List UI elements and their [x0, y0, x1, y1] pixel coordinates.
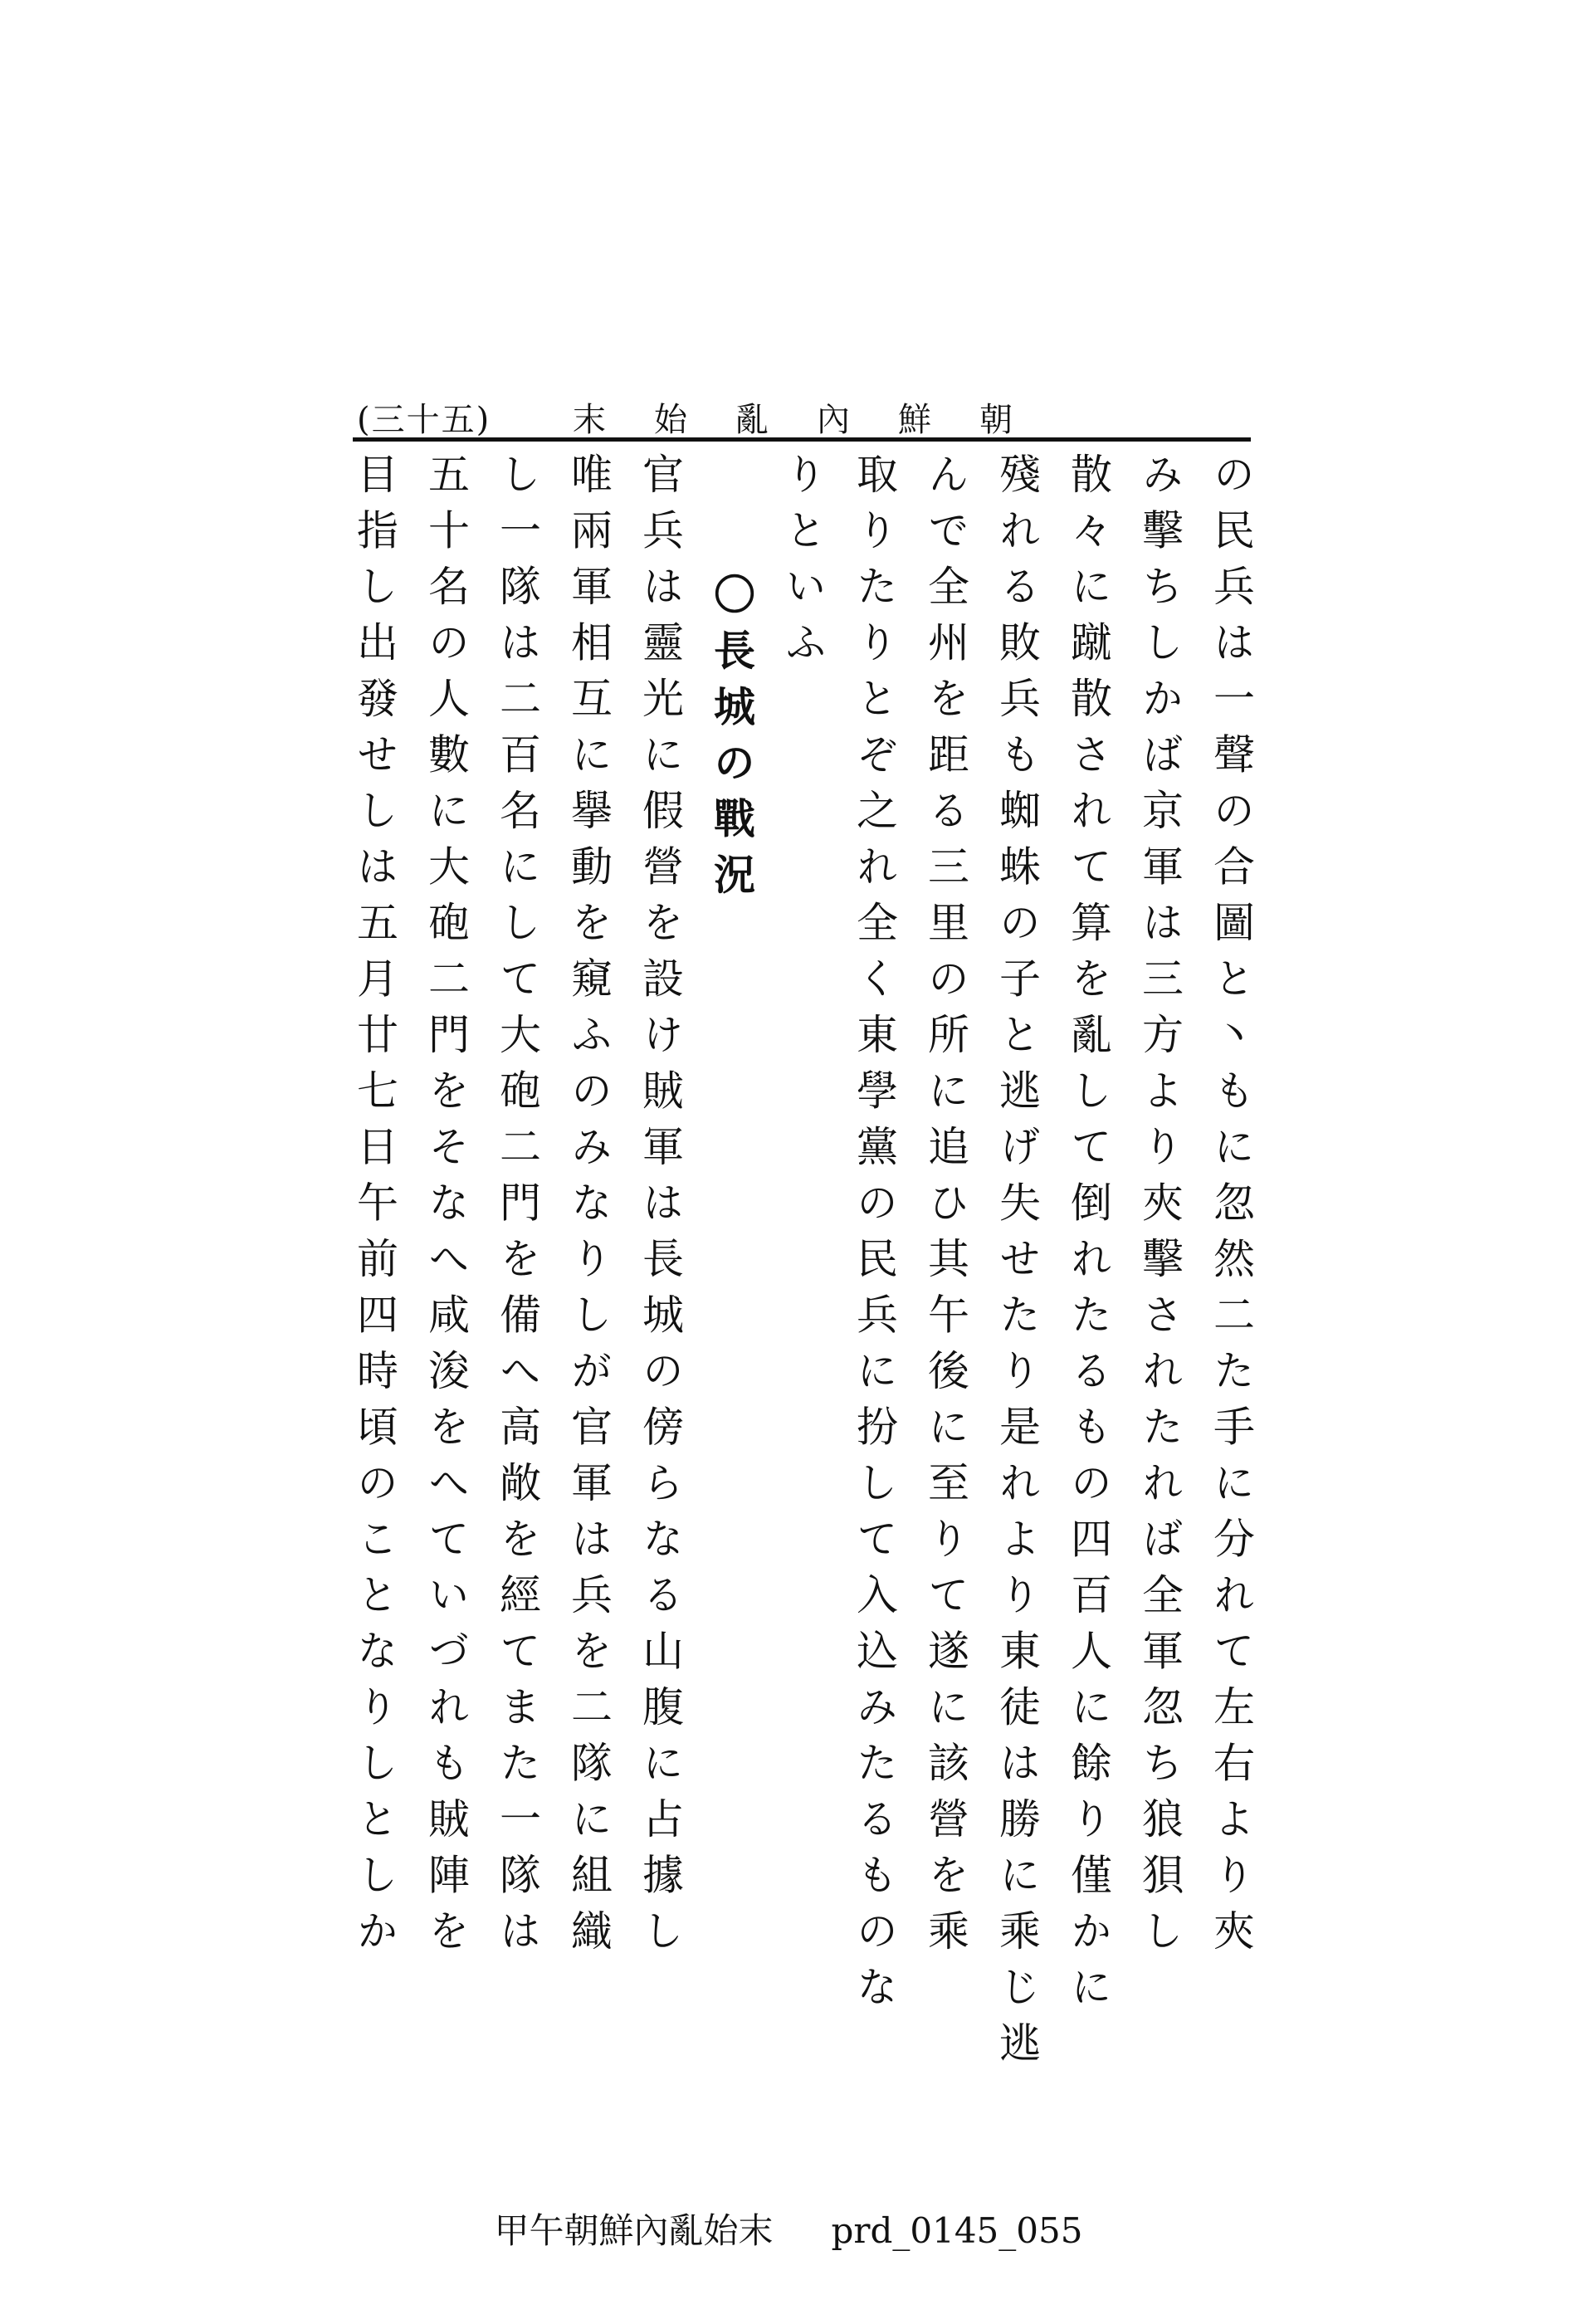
- running-title: 朝鮮內亂始末: [573, 401, 1061, 439]
- text-column: の民兵は一聲の合圖と丶もに忽然二た手に分れて左右より夾: [1207, 452, 1255, 1965]
- image-caption: [0, 2204, 1577, 2253]
- text-column: 官兵は靈光に假營を設け賊軍は長城の傍らなる山腹に占據し: [636, 452, 684, 1965]
- running-header: [349, 390, 1245, 440]
- text-column: 五十名の人數に大砲二門をそなへ咸浚をへていづれも賊陣を: [422, 452, 470, 1965]
- text-column: 殘れる敗兵も蜘蛛の子と逃げ失せたり是れより東徒は勝に乘じ逃: [993, 452, 1041, 2077]
- page-number: (三十五): [357, 401, 491, 439]
- header-rule: [353, 437, 1251, 442]
- text-column: し一隊は二百名にして大砲二門を備へ高敞を經てまた一隊は: [493, 452, 541, 1965]
- text-column: 目指し出發せしは五月廿七日午前四時頃のことなりしとしか: [350, 452, 398, 1965]
- collection-title: 甲午朝鮮內亂始末: [494, 2210, 774, 2251]
- text-column: 散々に蹴散されて算を亂して倒れたるもの四百人に餘り僅かに: [1064, 452, 1112, 2021]
- vertical-text-body: [320, 452, 1257, 2077]
- text-column: 取りたりとぞ之れ全く東學黨の民兵に扮して入込みたるものな: [850, 452, 898, 2021]
- image-id: prd_0145_055: [831, 2210, 1083, 2251]
- text-column: んで全州を距る三里の所に追ひ其午後に至りて遂に該營を乘: [921, 452, 969, 1965]
- text-column: 唯兩軍相互に擧動を窺ふのみなりしが官軍は兵を二隊に組織: [564, 452, 613, 1965]
- section-heading: 〇長城の戰況: [707, 573, 756, 909]
- text-column: りといふ: [779, 452, 827, 676]
- text-column: み擊ちしかば京軍は三方より夾擊されたれば全軍忽ち狼狽し: [1135, 452, 1184, 1965]
